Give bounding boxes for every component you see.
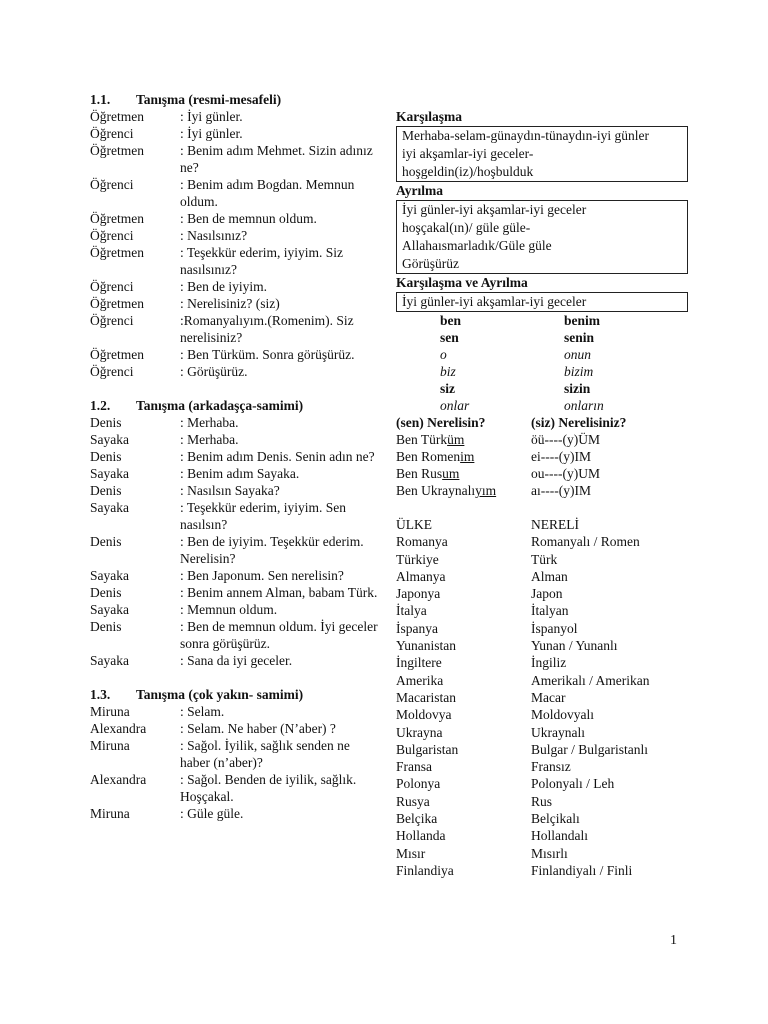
- dialogue-line: [90, 533, 380, 567]
- country-name: Yunanistan: [396, 638, 456, 654]
- country-name: Fransa: [396, 759, 432, 775]
- box-title: Karşılaşma ve Ayrılma: [396, 275, 528, 290]
- speaker-name: Öğretmen: [90, 211, 144, 226]
- header-country: ÜLKE: [396, 517, 432, 532]
- dialogue-line: [90, 363, 380, 380]
- nationality: Macar: [531, 689, 566, 705]
- possessive: benim: [564, 313, 601, 328]
- header-nationality: NERELİ: [531, 517, 579, 532]
- example-stem: Ben Ukraynalı: [396, 483, 476, 498]
- example-suffix: um: [442, 466, 460, 481]
- box-line: İyi günler-iyi akşamlar-iyi geceler: [402, 202, 587, 217]
- dialogue-text: : Ben de iyiyim.: [180, 279, 267, 294]
- country-row: [396, 689, 688, 706]
- pronoun: sen: [440, 330, 459, 345]
- speaker-name: Sayaka: [90, 500, 129, 515]
- dialogue-line: [90, 210, 380, 227]
- pronoun-row: [396, 312, 688, 329]
- dialogue-line: [90, 346, 380, 363]
- dialogue-text: : Ben de memnun oldum. İyi geceler sonra görüşürüz.: [180, 619, 378, 651]
- dialogue-text: : Görüşürüz.: [180, 364, 248, 379]
- section-gap: [90, 669, 380, 686]
- dialogue-text: : Benim adım Denis. Senin adın ne?: [180, 449, 375, 464]
- country-name: Amerika: [396, 672, 444, 688]
- dialogue-text: : Benim annem Alman, babam Türk.: [180, 585, 378, 600]
- dialogue-text: : Nasılsın Sayaka?: [180, 483, 280, 498]
- country-name: İtalya: [396, 603, 427, 619]
- country-row: [396, 758, 688, 775]
- example-sentence: [396, 482, 531, 499]
- pronoun-row: [396, 346, 688, 363]
- country-name: Polonya: [396, 776, 441, 792]
- dialogue-line: [90, 108, 380, 125]
- country-row: [396, 551, 688, 568]
- dialogue-text: :Romanyalıyım.(Romenim). Siz nerelisiniz?: [180, 313, 354, 345]
- example-stem: Ben Romen: [396, 449, 461, 464]
- pronoun: onlar: [440, 398, 470, 413]
- dialogue-text: : Sana da iyi geceler.: [180, 653, 293, 668]
- speaker-name: Denis: [90, 449, 122, 464]
- speaker-name: Öğrenci: [90, 228, 134, 243]
- speaker-name: Öğretmen: [90, 109, 144, 124]
- country-row: [396, 654, 688, 671]
- speaker-name: Alexandra: [90, 772, 147, 787]
- nationality: Finlandiyalı / Finli: [531, 862, 633, 878]
- dialogue-line: [90, 431, 380, 448]
- speaker-name: Denis: [90, 415, 122, 430]
- country-name: Belçika: [396, 811, 438, 827]
- country-name: Ukrayna: [396, 724, 443, 740]
- pronoun-row: [396, 329, 688, 346]
- suffix-row: [396, 448, 688, 465]
- dialogue-text: : Ben de iyiyim. Teşekkür ederim. Nerelisin?: [180, 534, 364, 566]
- section-gap: [90, 380, 380, 397]
- dialogue-text: : Nasılsınız?: [180, 228, 248, 243]
- nationality: Japon: [531, 586, 563, 602]
- section-number: 1.1.: [90, 92, 111, 107]
- country-name: Hollanda: [396, 828, 446, 844]
- country-row: [396, 862, 688, 879]
- example-stem: Ben Türk: [396, 432, 448, 447]
- pronoun: biz: [440, 364, 456, 379]
- dialogue-line: [90, 601, 380, 618]
- example-suffix: üm: [447, 432, 465, 447]
- nationality: Ukraynalı: [531, 724, 585, 740]
- dialogue-line: [90, 584, 380, 601]
- dialogue-text: : Benim adım Sayaka.: [180, 466, 300, 481]
- dialogue-line: [90, 414, 380, 431]
- country-row: [396, 620, 688, 637]
- example-stem: Ben Rus: [396, 466, 443, 481]
- country-name: Türkiye: [396, 551, 439, 567]
- country-row: [396, 585, 688, 602]
- speaker-name: Sayaka: [90, 568, 129, 583]
- country-row: [396, 637, 688, 654]
- country-row: [396, 793, 688, 810]
- dialogue-text: : Memnun oldum.: [180, 602, 278, 617]
- dialogue-line: [90, 176, 380, 210]
- country-name: İspanya: [396, 620, 438, 636]
- country-row: [396, 845, 688, 862]
- speaker-name: Sayaka: [90, 466, 129, 481]
- possessive: bizim: [564, 364, 594, 379]
- suffix-row: [396, 431, 688, 448]
- speaker-name: Denis: [90, 619, 122, 634]
- dialogue-text: : Benim adım Bogdan. Memnun oldum.: [180, 177, 355, 209]
- box-line: Merhaba-selam-günaydın-tünaydın-iyi günler: [402, 128, 650, 143]
- dialogue-text: : Selam. Ne haber (N’aber) ?: [180, 721, 336, 736]
- dialogue-line: [90, 482, 380, 499]
- nationality: Mısırlı: [531, 845, 568, 861]
- speaker-name: Denis: [90, 585, 122, 600]
- dialogue-line: [90, 278, 380, 295]
- dialogue-text: : Güle güle.: [180, 806, 244, 821]
- question-row: [396, 414, 688, 431]
- table-gap: [396, 499, 688, 516]
- dialogue-text: : Nerelisiniz? (siz): [180, 296, 280, 311]
- example-suffix: im: [460, 449, 475, 464]
- example-sentence: [396, 448, 531, 465]
- section-title: [90, 686, 380, 703]
- speaker-name: Miruna: [90, 704, 130, 719]
- dialogue-line: [90, 720, 380, 737]
- country-row: [396, 827, 688, 844]
- dialogue-line: [90, 125, 380, 142]
- dialogue-line: [90, 771, 380, 805]
- dialogue-text: : Sağol. Benden de iyilik, sağlık. Hoşçakal.: [180, 772, 357, 804]
- pronoun-row: [396, 363, 688, 380]
- pronoun-row: [396, 380, 688, 397]
- speaker-name: Öğrenci: [90, 364, 134, 379]
- speaker-name: Öğretmen: [90, 296, 144, 311]
- dialogue-line: [90, 737, 380, 771]
- dialogue-line: [90, 244, 380, 278]
- country-name: Rusya: [396, 793, 430, 809]
- nationality: Belçikalı: [531, 811, 580, 827]
- nationality: Bulgar / Bulgaristanlı: [531, 741, 648, 757]
- example-sentence: [396, 431, 531, 448]
- speaker-name: Sayaka: [90, 432, 129, 447]
- nationality: Rus: [531, 793, 553, 809]
- country-name: Moldovya: [396, 707, 452, 723]
- speaker-name: Öğrenci: [90, 126, 134, 141]
- country-name: Bulgaristan: [396, 741, 459, 757]
- pronoun-row: [396, 397, 688, 414]
- dialogue-text: : Merhaba.: [180, 415, 239, 430]
- country-name: Mısır: [396, 845, 426, 861]
- country-row: [396, 706, 688, 723]
- country-row: [396, 568, 688, 585]
- dialogue-line: [90, 312, 380, 346]
- box-line: iyi akşamlar-iyi geceler-: [402, 146, 534, 161]
- box-line: Allahaısmarladık/Güle güle: [402, 238, 552, 253]
- section-heading: Tanışma (çok yakın- samimi): [136, 687, 304, 702]
- country-name: Japonya: [396, 586, 441, 602]
- speaker-name: Denis: [90, 483, 122, 498]
- nationality: İtalyan: [531, 603, 569, 619]
- nationality: Romanyalı / Romen: [531, 534, 640, 550]
- nationality: Amerikalı / Amerikan: [531, 672, 650, 688]
- nationality: Moldovyalı: [531, 707, 594, 723]
- possessive: onların: [564, 398, 604, 413]
- section-number: 1.3.: [90, 687, 111, 702]
- country-row: [396, 810, 688, 827]
- dialogue-line: [90, 618, 380, 652]
- dialogue-line: [90, 448, 380, 465]
- question-informal: (sen) Nerelisin?: [396, 415, 486, 430]
- box-title: Karşılaşma: [396, 109, 462, 124]
- dialogue-text: : Sağol. İyilik, sağlık senden ne haber (n’aber)?: [180, 738, 350, 770]
- question-formal: (siz) Nerelisiniz?: [531, 415, 627, 430]
- possessive: senin: [564, 330, 595, 345]
- dialogue-column: [90, 91, 380, 822]
- nationality: Türk: [531, 551, 558, 567]
- speaker-name: Öğretmen: [90, 347, 144, 362]
- country-name: Macaristan: [396, 689, 456, 705]
- page-number: 1: [670, 933, 677, 948]
- possessive: onun: [564, 347, 591, 362]
- country-row: [396, 672, 688, 689]
- speaker-name: Öğrenci: [90, 279, 134, 294]
- dialogue-line: [90, 227, 380, 244]
- suffix-rule: ou----(y)UM: [531, 466, 600, 481]
- dialogue-text: : Benim adım Mehmet. Sizin adınız ne?: [180, 143, 373, 175]
- dialogue-line: [90, 805, 380, 822]
- country-name: Finlandiya: [396, 862, 454, 878]
- dialogue-text: : Merhaba.: [180, 432, 239, 447]
- box-line: İyi günler-iyi akşamlar-iyi geceler: [402, 294, 587, 309]
- dialogue-text: : Selam.: [180, 704, 225, 719]
- speaker-name: Öğretmen: [90, 143, 144, 158]
- speaker-name: Miruna: [90, 738, 130, 753]
- country-row: [396, 533, 688, 550]
- dialogue-line: [90, 567, 380, 584]
- suffix-rule: öü----(y)ÜM: [531, 432, 600, 447]
- greeting-box: [396, 292, 688, 312]
- nationality: Fransız: [531, 759, 571, 775]
- box-line: hoşgeldin(iz)/hoşbulduk: [402, 164, 534, 179]
- nationality: Polonyalı / Leh: [531, 776, 615, 792]
- box-line: Görüşürüz: [402, 256, 459, 271]
- section-heading: Tanışma (arkadaşça-samimi): [136, 398, 304, 413]
- nationality: İspanyol: [531, 620, 578, 636]
- dialogue-text: : İyi günler.: [180, 109, 243, 124]
- pronoun: siz: [440, 381, 455, 396]
- vocabulary-column: [396, 108, 688, 879]
- speaker-name: Miruna: [90, 806, 130, 821]
- dialogue-text: : Ben Türküm. Sonra görüşürüz.: [180, 347, 355, 362]
- possessive: sizin: [564, 381, 591, 396]
- speaker-name: Alexandra: [90, 721, 147, 736]
- suffix-rule: aı----(y)IM: [531, 483, 591, 498]
- section-number: 1.2.: [90, 398, 111, 413]
- country-name: Romanya: [396, 534, 448, 550]
- dialogue-text: : İyi günler.: [180, 126, 243, 141]
- section-heading: Tanışma (resmi-mesafeli): [136, 92, 282, 107]
- country-row: [396, 602, 688, 619]
- dialogue-line: [90, 465, 380, 482]
- dialogue-line: [90, 142, 380, 176]
- dialogue-text: : Teşekkür ederim, iyiyim. Sen nasılsın?: [180, 500, 347, 532]
- greeting-box: [396, 200, 688, 274]
- nationality: Yunan / Yunanlı: [531, 638, 618, 654]
- country-header: [396, 516, 688, 533]
- nationality: Hollandalı: [531, 828, 588, 844]
- dialogue-text: : Ben de memnun oldum.: [180, 211, 317, 226]
- nationality: İngiliz: [531, 655, 567, 671]
- greeting-box: [396, 126, 688, 182]
- country-name: Almanya: [396, 568, 446, 584]
- speaker-name: Öğretmen: [90, 245, 144, 260]
- dialogue-line: [90, 295, 380, 312]
- suffix-row: [396, 482, 688, 499]
- dialogue-text: : Ben Japonum. Sen nerelisin?: [180, 568, 344, 583]
- speaker-name: Sayaka: [90, 653, 129, 668]
- country-name: İngiltere: [396, 655, 442, 671]
- suffix-row: [396, 465, 688, 482]
- speaker-name: Denis: [90, 534, 122, 549]
- example-suffix: yım: [475, 483, 497, 498]
- country-row: [396, 741, 688, 758]
- box-title: Ayrılma: [396, 183, 443, 198]
- section-title: [90, 397, 380, 414]
- speaker-name: Sayaka: [90, 602, 129, 617]
- speaker-name: Öğrenci: [90, 177, 134, 192]
- nationality: Alman: [531, 568, 568, 584]
- country-row: [396, 775, 688, 792]
- speaker-name: Öğrenci: [90, 313, 134, 328]
- dialogue-line: [90, 499, 380, 533]
- pronoun: ben: [440, 313, 462, 328]
- pronoun: o: [440, 347, 447, 362]
- dialogue-line: [90, 652, 380, 669]
- suffix-rule: ei----(y)IM: [531, 449, 591, 464]
- box-line: hoşçakal(ın)/ güle güle-: [402, 220, 531, 235]
- section-title: [90, 91, 380, 108]
- dialogue-line: [90, 703, 380, 720]
- dialogue-text: : Teşekkür ederim, iyiyim. Siz nasılsınız?: [180, 245, 344, 277]
- country-row: [396, 724, 688, 741]
- example-sentence: [396, 465, 531, 482]
